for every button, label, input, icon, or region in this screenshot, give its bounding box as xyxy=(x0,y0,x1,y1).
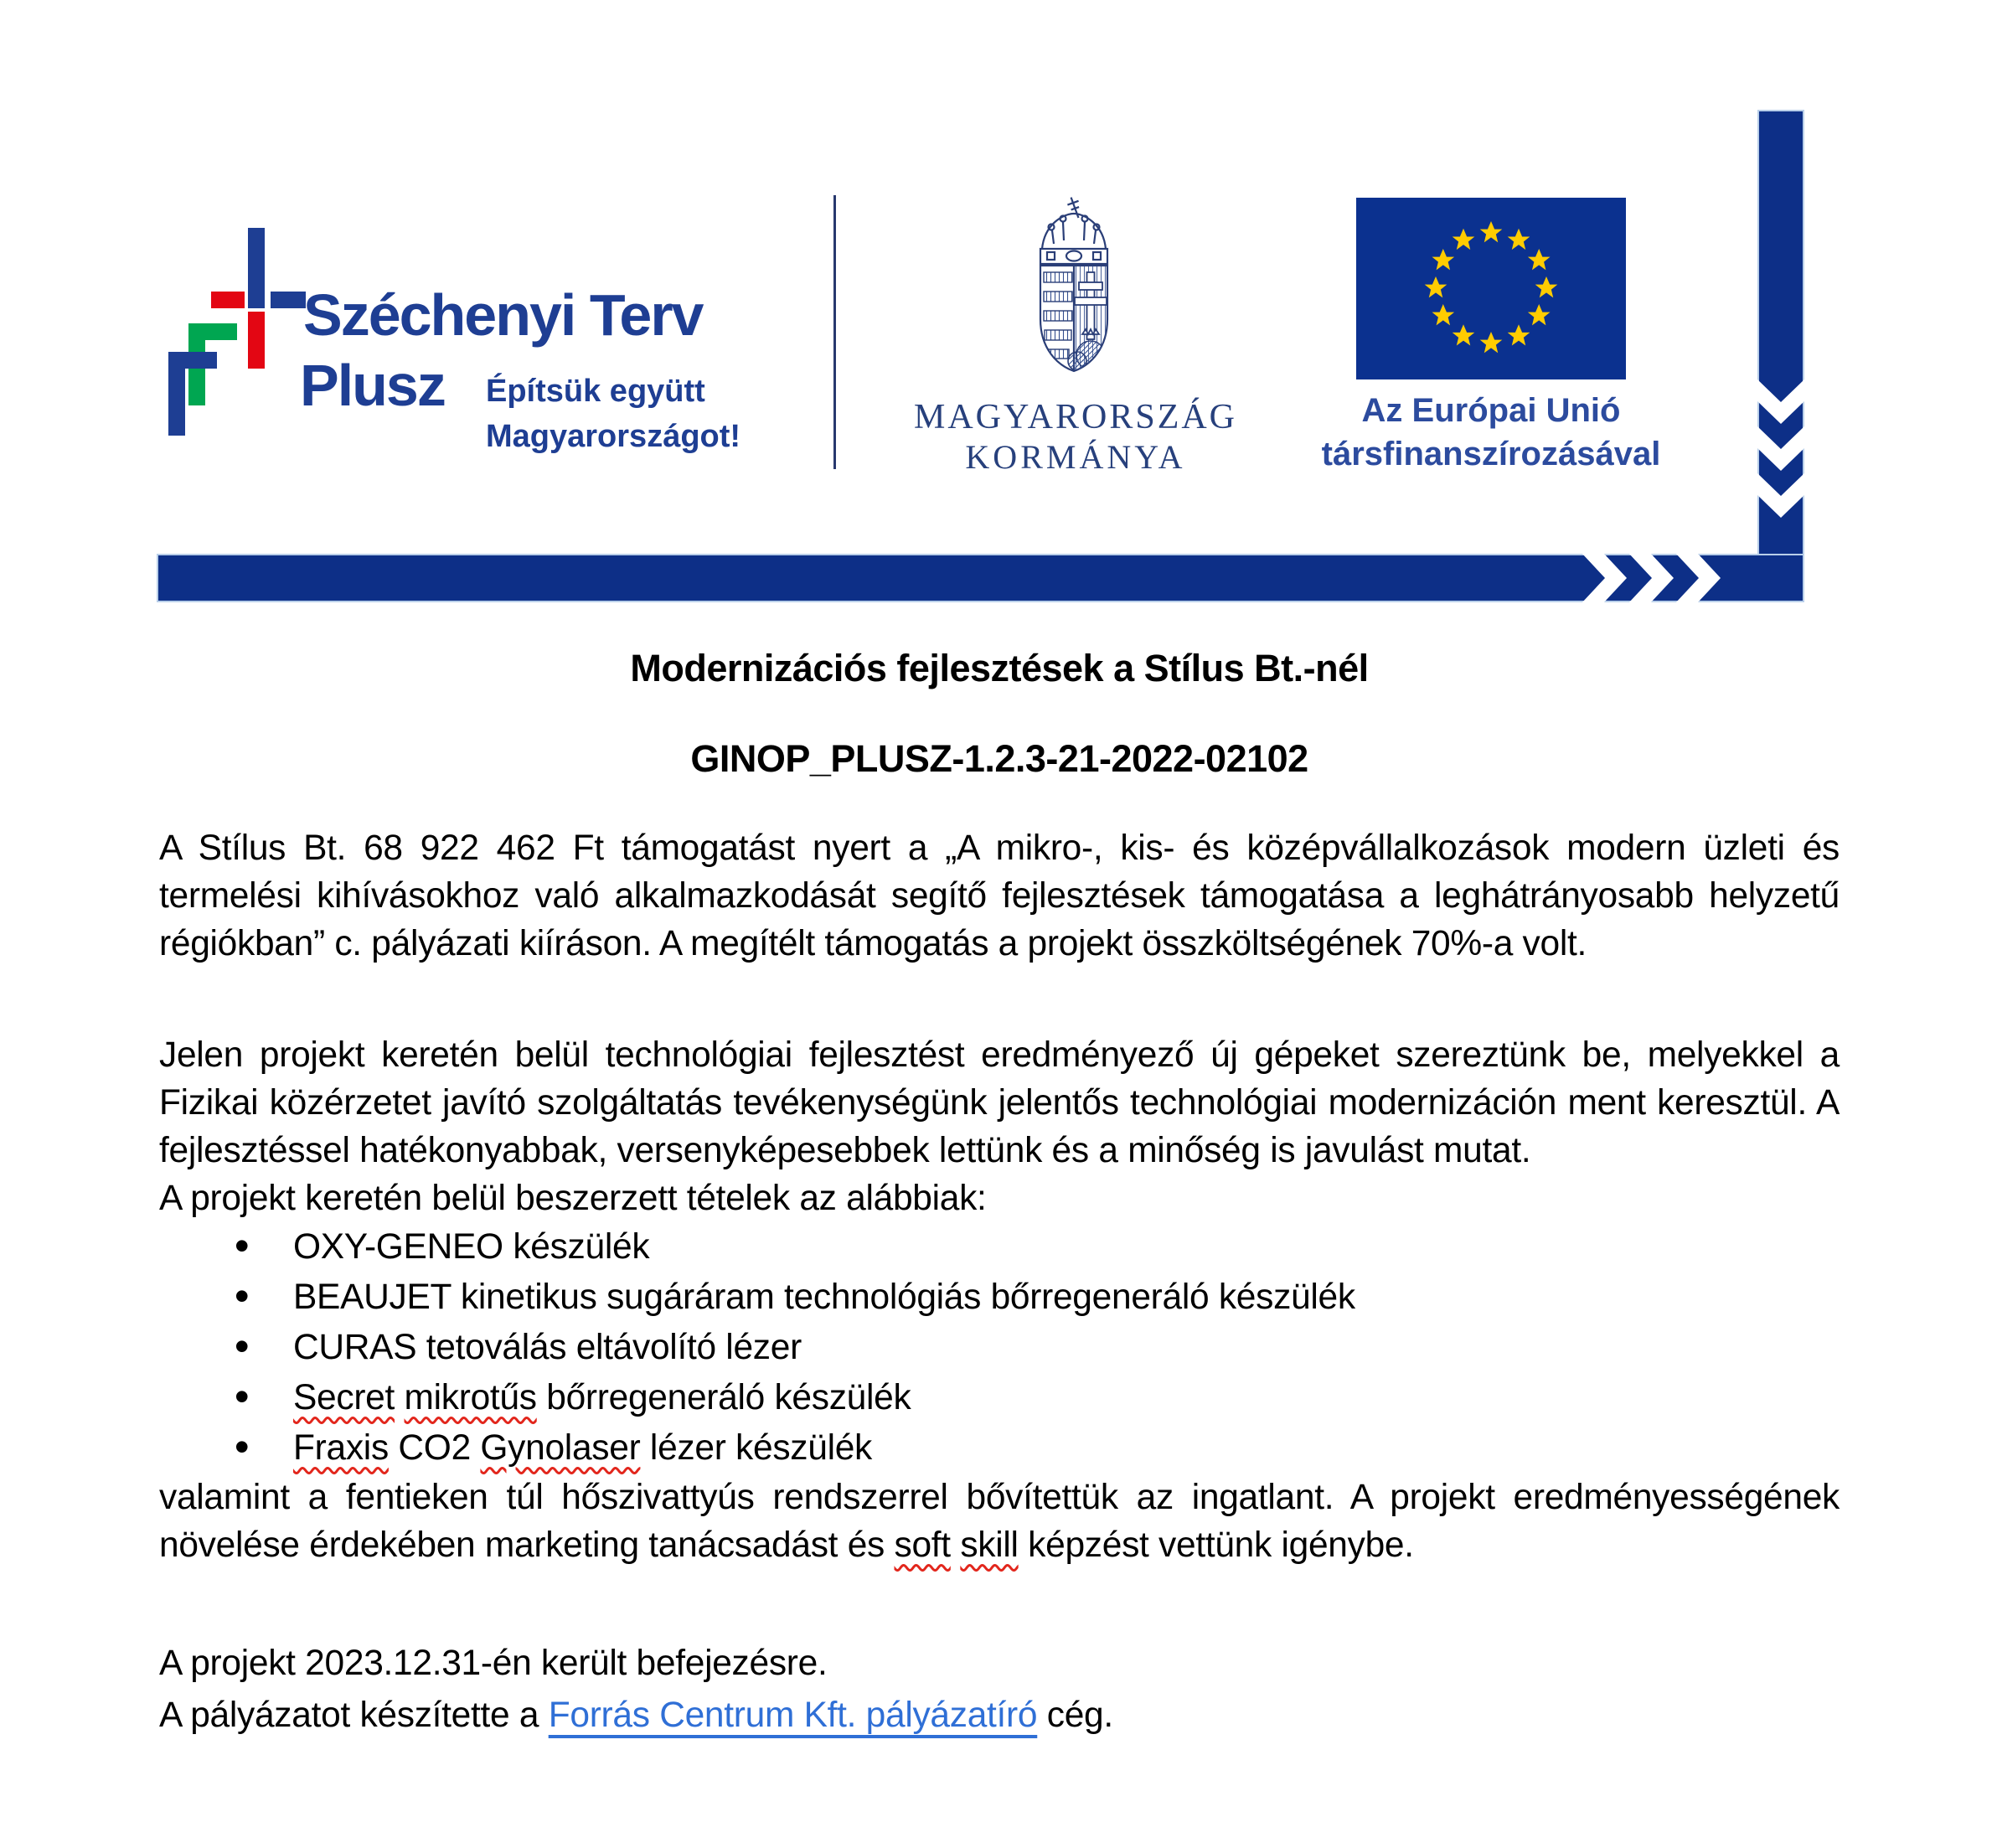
hungary-coat-of-arms-icon xyxy=(1024,193,1124,387)
list-item-text: CO2 xyxy=(388,1428,481,1468)
eu-flag-icon xyxy=(1356,198,1626,379)
szechenyi-wordmark-line2: Plusz xyxy=(300,353,445,418)
list-item-text xyxy=(395,1378,405,1417)
spellcheck-word: Gynolaser xyxy=(480,1428,641,1468)
government-name-line2: KORMÁNYA xyxy=(965,438,1186,476)
closing-line-author xyxy=(159,1690,1840,1742)
list-item-text: OXY-GENEO készülék xyxy=(293,1227,650,1267)
government-name-line1: MAGYARORSZÁG xyxy=(913,398,1238,436)
paragraph-project: Jelen projekt keretén belül technológiai fejlesztést eredményező új gépeket szereztünk be, melyekkel a Fizikai közérzetet javító szolgáltatás tevékenységünk jelentős technológiai modernizáción ment keresztül. A fejlesztéssel hatékonyabbak, versenyképesebbek lettünk és a minőség is javulást mutat. xyxy=(159,1035,1840,1170)
spellcheck-word: skill xyxy=(960,1525,1019,1565)
spellcheck-word: mikrotűs xyxy=(404,1378,537,1417)
paragraph-grant: A Stílus Bt. 68 922 462 Ft támogatást nyert a „A mikro-, kis- és középvállalkozások modern üzleti és termelési kihívásokhoz való alkalmazkodását segítő fejlesztések támogatása a leghátrányosabb helyzetű régiókban” c. pályázati kiíráson. A megítélt támogatás a projekt összköltségének 70%-a volt. xyxy=(159,829,1840,963)
spellcheck-word: Secret xyxy=(293,1378,395,1417)
closing-text: A pályázatot készítette a xyxy=(159,1696,549,1735)
list-item-text: BEAUJET kinetikus sugáráram technológiás bőrregeneráló készülék xyxy=(293,1278,1355,1317)
closing-block xyxy=(159,1638,1840,1742)
eu-caption-line2: társfinanszírozásával xyxy=(1321,436,1661,472)
list-item xyxy=(233,1373,1840,1423)
source-link[interactable]: Forrás Centrum Kft. pályázatíró xyxy=(548,1696,1038,1735)
logo-divider xyxy=(833,195,836,469)
document-body xyxy=(0,647,1997,1742)
spellcheck-word: soft xyxy=(894,1525,951,1565)
bullet-list xyxy=(159,1222,1840,1474)
szechenyi-tagline-line2: Magyarországot! xyxy=(486,419,741,454)
closing-text: cég. xyxy=(1037,1696,1113,1735)
list-item xyxy=(233,1423,1840,1474)
szechenyi-wordmark-line1: Széchenyi Terv xyxy=(303,282,703,348)
page-title: Modernizációs fejlesztések a Stílus Bt.-nél xyxy=(630,647,1369,689)
list-item xyxy=(233,1272,1840,1323)
eu-caption-line1: Az Európai Unió xyxy=(1361,392,1621,429)
list-item-text: bőrregeneráló készülék xyxy=(536,1378,911,1417)
paragraph-text: valamint a fentieken túl hőszivattyús rendszerrel bővítettük az ingatlant. A projekt eredményességének növelése érdekében marketing tanácsadást és xyxy=(159,1478,1840,1565)
paragraph-additional xyxy=(159,1474,1840,1569)
list-item xyxy=(233,1323,1840,1373)
paragraph-text: képzést vettünk igénybe. xyxy=(1018,1525,1414,1565)
paragraph-text xyxy=(951,1525,961,1565)
list-item xyxy=(233,1222,1840,1272)
closing-line-date: A projekt 2023.12.31-én került befejezésre. xyxy=(159,1644,828,1683)
list-item-text: CURAS tetoválás eltávolító lézer xyxy=(293,1328,802,1367)
szechenyi-tagline-line1: Építsük együtt xyxy=(486,374,705,409)
document-header xyxy=(0,0,1997,612)
list-item-text: lézer készülék xyxy=(640,1428,873,1468)
szechenyi-plusz-mark-icon xyxy=(165,225,307,476)
list-intro: A projekt keretén belül beszerzett tételek az alábbiak: xyxy=(159,1179,987,1218)
project-id: GINOP_PLUSZ-1.2.3-21-2022-02102 xyxy=(690,737,1308,780)
spellcheck-word: Fraxis xyxy=(293,1428,389,1468)
